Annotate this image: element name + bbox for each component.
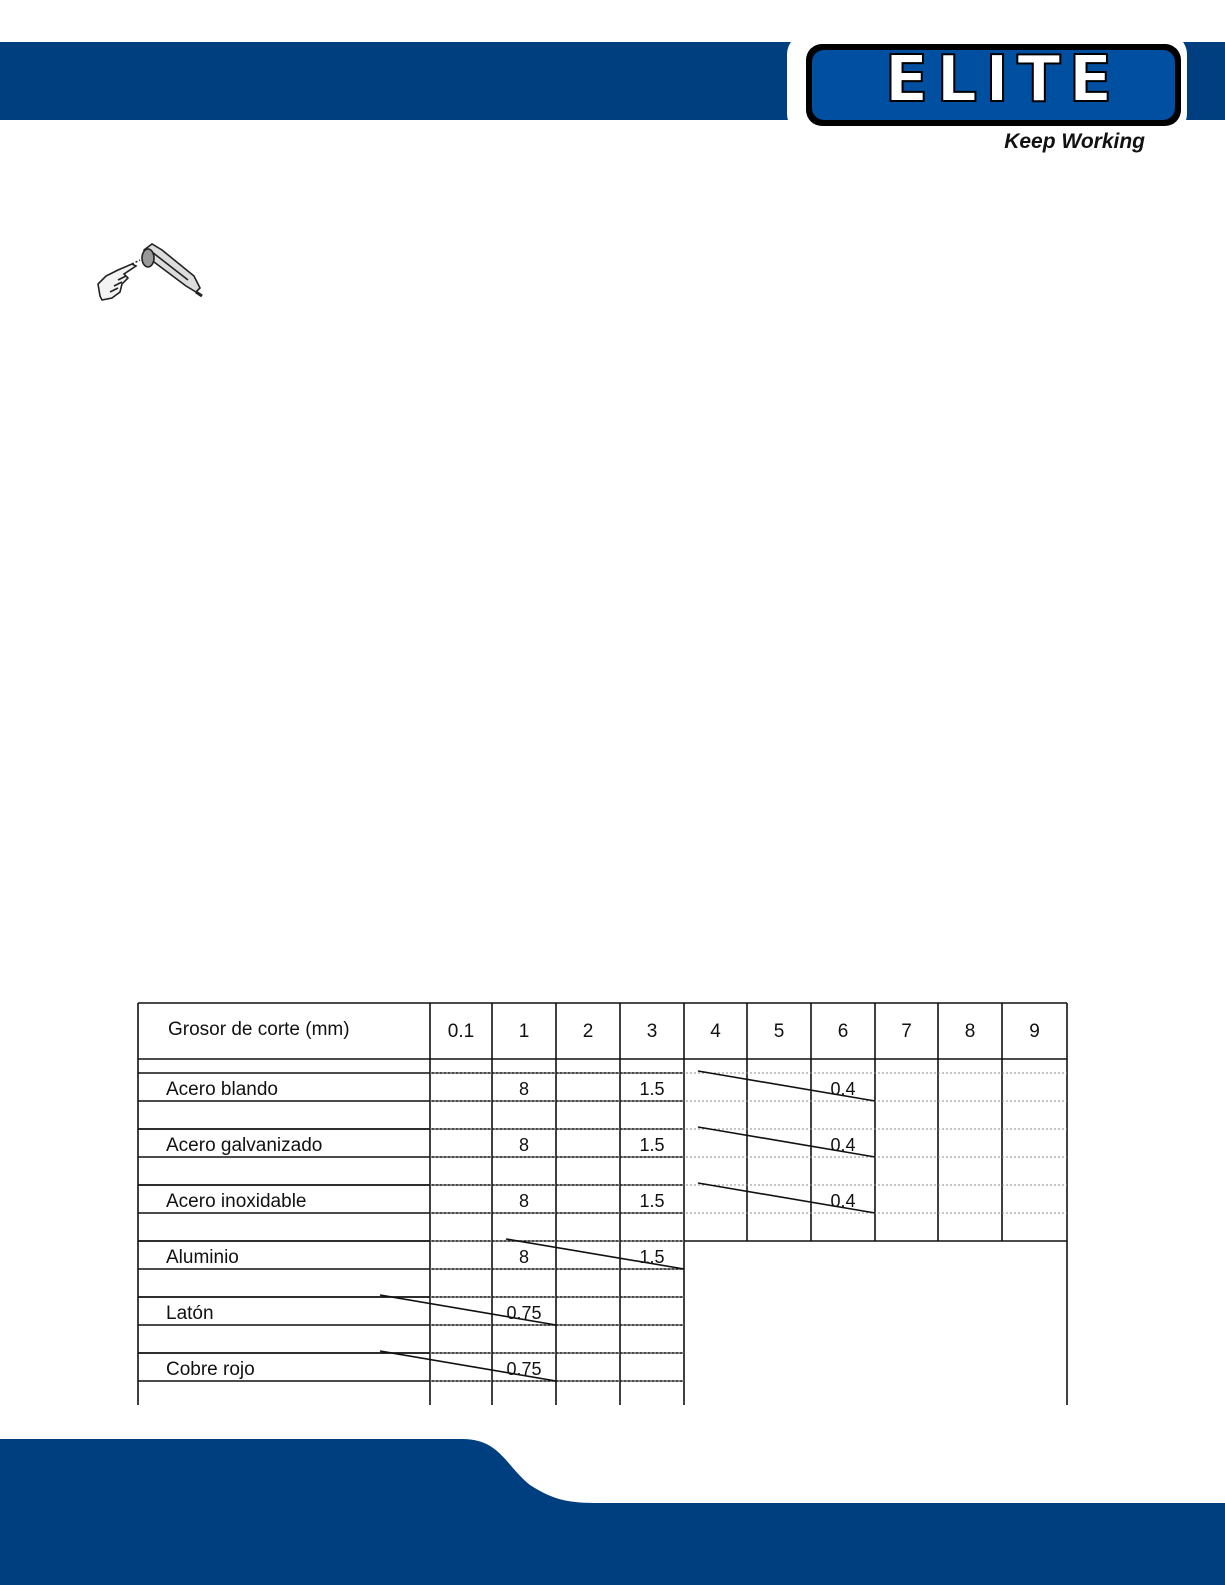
cell-value: 0.75	[506, 1303, 542, 1323]
material-label: Cobre rojo	[166, 1359, 255, 1380]
material-label: Acero inoxidable	[166, 1191, 307, 1212]
column-header: 6	[837, 1021, 849, 1042]
cell-value: 1.5	[639, 1247, 665, 1267]
material-label: Acero blando	[166, 1079, 278, 1100]
cell-value: 8	[518, 1135, 530, 1155]
table-dotted-lines	[430, 1073, 1067, 1381]
cell-value: 0.75	[506, 1359, 542, 1379]
cell-value: 0.4	[830, 1135, 856, 1155]
column-header: 7	[901, 1021, 912, 1042]
cell-value: 8	[518, 1191, 530, 1211]
cell-value: 1.5	[639, 1191, 665, 1211]
cell-value: 8	[518, 1079, 530, 1099]
material-label: Latón	[166, 1303, 214, 1324]
column-header: 0.1	[447, 1021, 475, 1042]
column-header: 5	[773, 1021, 785, 1042]
material-label: Acero galvanizado	[166, 1135, 323, 1156]
column-header: 9	[1029, 1021, 1040, 1042]
cell-value: 0.4	[830, 1191, 856, 1211]
cell-value: 0.4	[830, 1079, 856, 1099]
material-label: Aluminio	[166, 1247, 239, 1268]
column-header: 8	[964, 1021, 976, 1042]
footer-band	[0, 1435, 1225, 1585]
table-header-label: Grosor de corte (mm)	[168, 1019, 350, 1040]
cutting-thickness-table	[130, 995, 1075, 1405]
cell-value: 1.5	[639, 1135, 665, 1155]
hand-pointing-torch-icon	[92, 236, 204, 310]
brand-tagline: Keep Working	[1004, 130, 1145, 153]
brand-logo: ELITE	[884, 43, 1121, 117]
column-header: 1	[518, 1021, 530, 1042]
column-header: 2	[582, 1021, 594, 1042]
table-range-lines	[380, 1071, 875, 1381]
column-header: 4	[710, 1021, 721, 1042]
cell-value: 8	[518, 1247, 530, 1267]
column-header: 3	[646, 1021, 658, 1042]
cell-value: 1.5	[639, 1079, 665, 1099]
